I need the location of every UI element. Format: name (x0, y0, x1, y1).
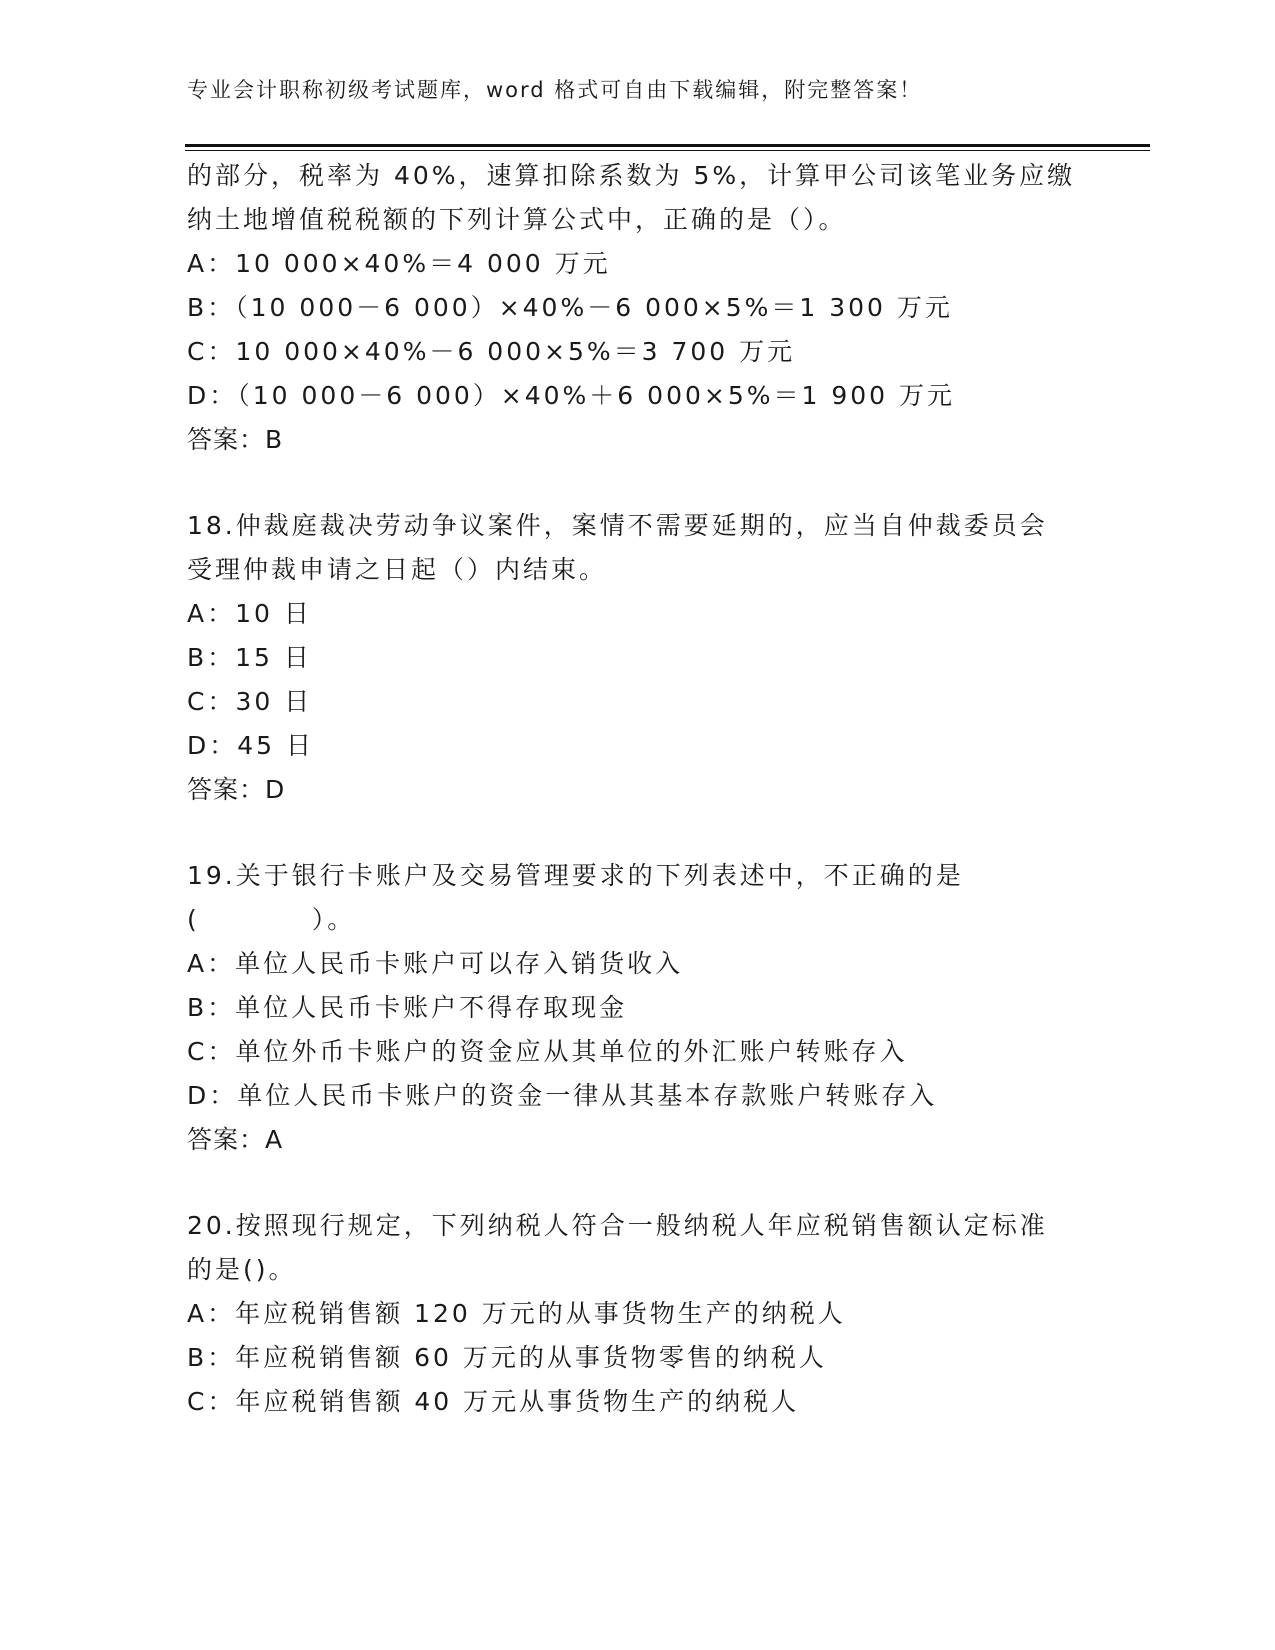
question-19-text-line-1: 19.关于银行卡账户及交易管理要求的下列表述中，不正确的是 (187, 861, 964, 890)
question-19-text-line-2: ( ）。 (187, 905, 356, 934)
question-18-answer: 答案：D (187, 775, 286, 804)
question-18-option-b: B：15 日 (187, 643, 312, 672)
header-divider-thin (185, 150, 1150, 151)
question-17-answer: 答案：B (187, 425, 284, 454)
question-19-option-c: C：单位外币卡账户的资金应从其单位的外汇账户转账存入 (187, 1037, 908, 1066)
question-17-text-line-2: 纳土地增值税税额的下列计算公式中，正确的是（）。 (187, 205, 847, 234)
question-19-option-b: B：单位人民币卡账户不得存取现金 (187, 993, 628, 1022)
question-18-option-c: C：30 日 (187, 687, 313, 716)
question-18-option-d: D：45 日 (187, 731, 315, 760)
question-19-option-d: D：单位人民币卡账户的资金一律从其基本存款账户转账存入 (187, 1081, 938, 1110)
question-17-option-b: B：（10 000－6 000）×40%－6 000×5%＝1 300 万元 (187, 293, 953, 322)
question-19-answer: 答案：A (187, 1125, 284, 1154)
header-divider-thick (185, 144, 1150, 147)
question-18-text-line-2: 受理仲裁申请之日起（）内结束。 (187, 555, 608, 584)
question-17-option-d: D：（10 000－6 000）×40%＋6 000×5%＝1 900 万元 (187, 381, 956, 410)
question-20-option-c: C：年应税销售额 40 万元从事货物生产的纳税人 (187, 1387, 800, 1416)
question-20-option-b: B：年应税销售额 60 万元的从事货物零售的纳税人 (187, 1343, 827, 1372)
question-18-option-a: A：10 日 (187, 599, 312, 628)
question-17-option-c: C：10 000×40%－6 000×5%＝3 700 万元 (187, 337, 796, 366)
question-17-option-a: A：10 000×40%＝4 000 万元 (187, 249, 611, 278)
question-18-text-line-1: 18.仲裁庭裁决劳动争议案件，案情不需要延期的，应当自仲裁委员会 (187, 511, 1048, 540)
question-17-text-line-1: 的部分，税率为 40%，速算扣除系数为 5%，计算甲公司该笔业务应缴 (187, 161, 1076, 190)
question-20-option-a: A：年应税销售额 120 万元的从事货物生产的纳税人 (187, 1299, 846, 1328)
question-20-text-line-1: 20.按照现行规定，下列纳税人符合一般纳税人年应税销售额认定标准 (187, 1211, 1048, 1240)
page-header: 专业会计职称初级考试题库，word 格式可自由下载编辑，附完整答案！ (187, 78, 923, 102)
question-19-option-a: A：单位人民币卡账户可以存入销货收入 (187, 949, 684, 978)
question-20-text-line-2: 的是()。 (187, 1255, 297, 1284)
